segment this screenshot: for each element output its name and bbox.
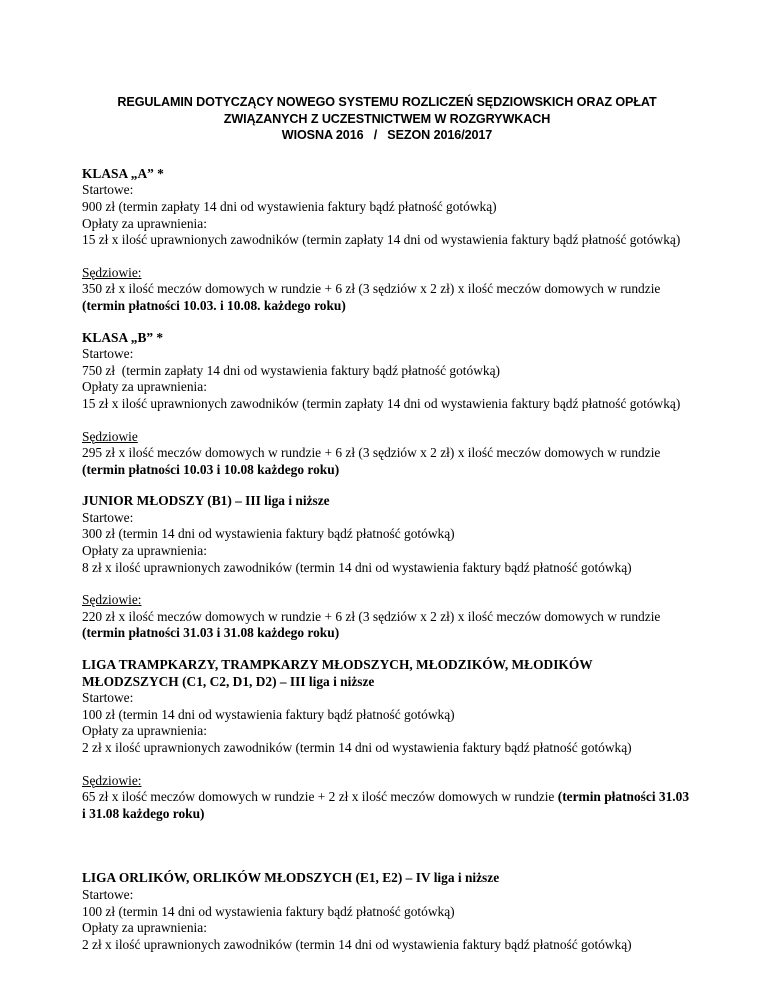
document-page — [82, 94, 692, 953]
section-heading: LIGA TRAMPKARZY, TRAMPKARZY MŁODSZYCH, MŁODZIKÓW, MŁODIKÓW MŁODZSZYCH (C1, C2, D1, D2) – III liga i niższe — [82, 657, 593, 689]
uprawnienia-label: Opłaty za uprawnienia: — [82, 215, 207, 231]
sedziowie-label: Sędziowie: — [82, 264, 142, 280]
sedziowie-block — [82, 592, 692, 642]
sedziowie-deadline: (termin płatności 31.03 i 31.08 każdego roku) — [82, 625, 340, 641]
uprawnienia-text: 2 zł x ilość uprawnionych zawodników (termin 14 dni od wystawienia faktury bądź płatność gotówką) — [82, 740, 632, 755]
startowe-text: 750 zł (termin zapłaty 14 dni od wystawienia faktury bądź płatność gotówką) — [82, 362, 500, 378]
uprawnienia-text: 15 zł x ilość uprawnionych zawodników (termin zapłaty 14 dni od wystawienia faktury bądź płatność gotówką) — [82, 232, 681, 248]
uprawnienia-label: Opłaty za uprawnienia: — [82, 723, 207, 739]
sedziowie-paragraph — [82, 789, 692, 822]
sedziowie-label: Sędziowie — [82, 428, 138, 444]
section-liga-trampkarzy — [82, 657, 692, 822]
sedziowie-deadline: (termin płatności 31.03 i 31.08 każdego roku) — [82, 789, 690, 821]
sedziowie-paragraph — [82, 281, 692, 314]
uprawnienia-label: Opłaty za uprawnienia: — [82, 543, 207, 559]
sedziowie-block — [82, 773, 692, 823]
title-line-1: REGULAMIN DOTYCZĄCY NOWEGO SYSTEMU ROZLICZEŃ SĘDZIOWSKICH ORAZ OPŁAT — [117, 95, 657, 109]
title-line-2: ZWIĄZANYCH Z UCZESTNICTWEM W ROZGRYWKACH — [223, 111, 551, 126]
section-klasa-a — [82, 166, 692, 315]
title-line-3: WIOSNA 2016 / SEZON 2016/2017 — [281, 128, 493, 143]
sedziowie-deadline: (termin płatności 10.03 i 10.08 każdego roku) — [82, 461, 340, 477]
sedziowie-text: 220 zł x ilość meczów domowych w rundzie + 6 zł (3 sędziów x 2 zł) x ilość meczów domowych w rundzie — [82, 608, 661, 624]
uprawnienia-label: Opłaty za uprawnienia: — [82, 379, 207, 395]
startowe-label: Startowe: — [82, 886, 134, 902]
sedziowie-text: 295 zł x ilość meczów domowych w rundzie + 6 zł (3 sędziów x 2 zł) x ilość meczów domowych w rundzie — [82, 445, 661, 461]
startowe-text: 900 zł (termin zapłaty 14 dni od wystawienia faktury bądź płatność gotówką) — [82, 198, 497, 214]
sedziowie-block — [82, 265, 692, 315]
sedziowie-label: Sędziowie: — [82, 772, 142, 788]
section-heading: LIGA ORLIKÓW, ORLIKÓW MŁODSZYCH (E1, E2) – IV liga i niższe — [82, 870, 500, 886]
startowe-label: Startowe: — [82, 346, 134, 362]
sedziowie-text: 350 zł x ilość meczów domowych w rundzie + 6 zł (3 sędziów x 2 zł) x ilość meczów domowych w rundzie — [82, 281, 661, 297]
sedziowie-block — [82, 429, 692, 479]
startowe-text: 100 zł (termin 14 dni od wystawienia faktury bądź płatność gotówką) — [82, 903, 455, 919]
uprawnienia-text: 8 zł x ilość uprawnionych zawodników (termin 14 dni od wystawienia faktury bądź płatność gotówką) — [82, 559, 632, 575]
startowe-text: 300 zł (termin 14 dni od wystawienia faktury bądź płatność gotówką) — [82, 526, 455, 542]
uprawnienia-label: Opłaty za uprawnienia: — [82, 920, 207, 936]
sedziowie-deadline: (termin płatności 10.03. i 10.08. każdego roku) — [82, 297, 346, 313]
uprawnienia-text: 15 zł x ilość uprawnionych zawodników (termin zapłaty 14 dni od wystawienia faktury bądź płatność gotówką) — [82, 395, 681, 411]
section-heading: KLASA „A” * — [82, 165, 164, 181]
uprawnienia-text: 2 zł x ilość uprawnionych zawodników (termin 14 dni od wystawienia faktury bądź płatność gotówką) — [82, 936, 632, 952]
section-heading: JUNIOR MŁODSZY (B1) – III liga i niższe — [82, 493, 330, 509]
section-klasa-b — [82, 330, 692, 479]
startowe-label: Startowe: — [82, 182, 134, 198]
sedziowie-paragraph — [82, 445, 692, 478]
startowe-label: Startowe: — [82, 509, 134, 525]
section-heading: KLASA „B” * — [82, 329, 164, 345]
startowe-label: Startowe: — [82, 690, 134, 706]
section-liga-orlikow — [82, 870, 692, 953]
section-junior-mlodszy — [82, 493, 692, 642]
sedziowie-label: Sędziowie: — [82, 592, 142, 608]
sedziowie-paragraph — [82, 609, 692, 642]
startowe-text: 100 zł (termin 14 dni od wystawienia faktury bądź płatność gotówką) — [82, 706, 455, 722]
document-title — [82, 94, 692, 144]
sedziowie-text: 65 zł x ilość meczów domowych w rundzie + 2 zł x ilość meczów domowych w rundzie — [82, 789, 558, 805]
